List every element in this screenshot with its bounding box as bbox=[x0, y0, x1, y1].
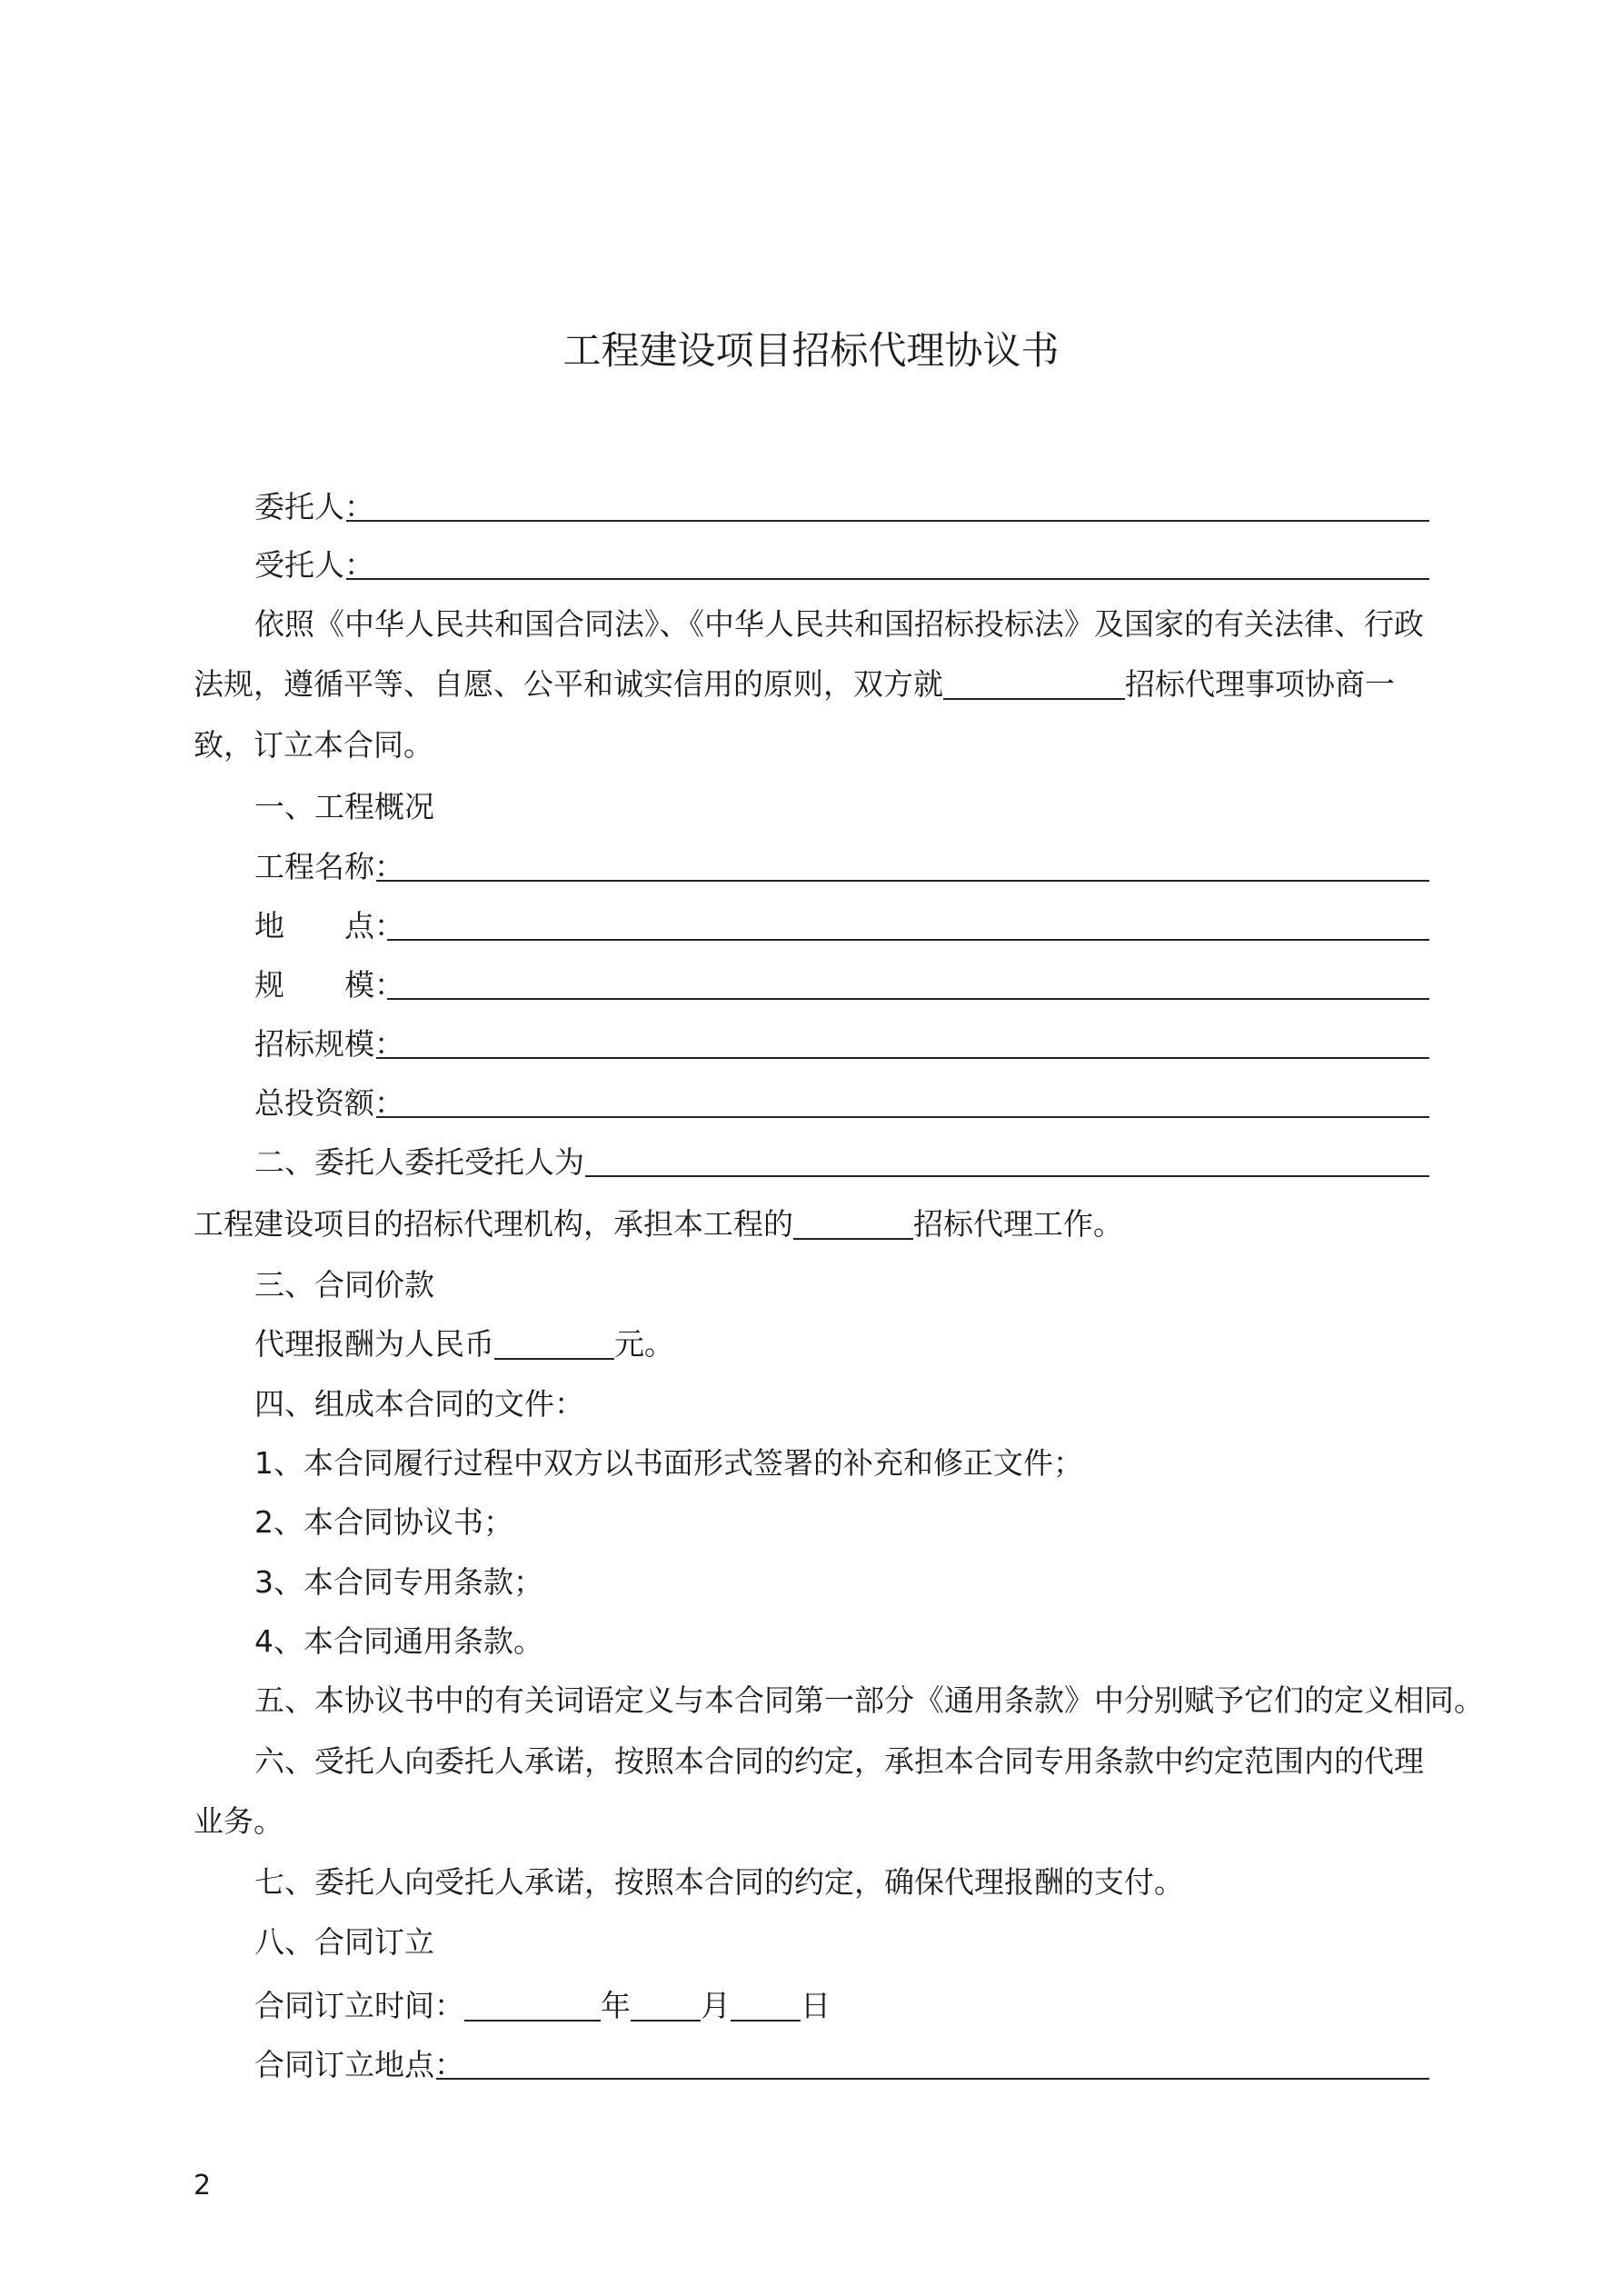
signing-time-label: 合同订立时间： bbox=[254, 1988, 464, 2023]
section-1-heading: 一、工程概况 bbox=[254, 789, 434, 824]
section-2-line-1: 二、委托人委托受托人为 bbox=[254, 1144, 584, 1180]
fee-line bbox=[254, 1326, 674, 1363]
year-blank[interactable] bbox=[464, 1989, 601, 2021]
section-2-line-2 bbox=[194, 1206, 1123, 1243]
appointed-project-blank[interactable] bbox=[585, 1175, 1429, 1177]
month-label: 月 bbox=[701, 1988, 731, 2023]
tender-scale-label: 招标规模： bbox=[254, 1026, 404, 1062]
section-7: 七、委托人向受托人承诺，按照本合同的约定，确保代理报酬的支付。 bbox=[254, 1864, 1184, 1900]
section-5: 五、本协议书中的有关词语定义与本合同第一部分《通用条款》中分别赋予它们的定义相同。 bbox=[254, 1682, 1484, 1718]
principal-label: 委托人： bbox=[254, 489, 374, 524]
preamble-line-2-after: 招标代理事项协商一 bbox=[1125, 666, 1395, 702]
day-label: 日 bbox=[801, 1988, 831, 2023]
section-2-line-2-after: 招标代理工作。 bbox=[913, 1206, 1123, 1242]
work-scope-blank[interactable] bbox=[793, 1207, 913, 1240]
principal-blank[interactable] bbox=[346, 520, 1429, 522]
section-8-heading: 八、合同订立 bbox=[254, 1924, 434, 1960]
section-6-line-2: 业务。 bbox=[194, 1803, 284, 1839]
agent-blank[interactable] bbox=[346, 578, 1429, 580]
project-blank[interactable] bbox=[943, 667, 1125, 700]
document-item-2: 2、本合同协议书； bbox=[254, 1504, 513, 1540]
agent-label: 受托人： bbox=[254, 547, 374, 583]
scale-label: 规 模： bbox=[254, 967, 404, 1003]
total-investment-label: 总投资额： bbox=[254, 1085, 404, 1121]
signing-place-blank[interactable] bbox=[436, 2078, 1429, 2080]
document-item-4: 4、本合同通用条款。 bbox=[254, 1623, 543, 1659]
document-item-3: 3、本合同专用条款； bbox=[254, 1564, 543, 1600]
section-4-heading: 四、组成本合同的文件： bbox=[254, 1386, 584, 1422]
project-name-blank[interactable] bbox=[376, 880, 1429, 882]
signing-time-line bbox=[254, 1988, 831, 2024]
signing-place-label: 合同订立地点： bbox=[254, 2047, 464, 2082]
section-2-line-2-before: 工程建设项目的招标代理机构，承担本工程的 bbox=[194, 1206, 793, 1242]
project-name-label: 工程名称： bbox=[254, 849, 404, 884]
year-label: 年 bbox=[601, 1988, 631, 2023]
section-6-line-1: 六、受托人向委托人承诺，按照本合同的约定，承担本合同专用条款中约定范围内的代理 bbox=[254, 1743, 1424, 1779]
scale-blank[interactable] bbox=[387, 998, 1429, 1000]
day-blank[interactable] bbox=[731, 1989, 801, 2021]
month-blank[interactable] bbox=[631, 1989, 701, 2021]
preamble-line-1: 依照《中华人民共和国合同法》、《中华人民共和国招标投标法》及国家的有关法律、行政 bbox=[254, 606, 1424, 642]
tender-scale-blank[interactable] bbox=[376, 1057, 1429, 1059]
preamble-line-2-before: 法规，遵循平等、自愿、公平和诚实信用的原则，双方就 bbox=[194, 666, 943, 702]
document-title: 工程建设项目招标代理协议书 bbox=[562, 328, 1060, 373]
fee-amount-blank[interactable] bbox=[494, 1327, 614, 1360]
fee-before: 代理报酬为人民币 bbox=[254, 1326, 494, 1362]
preamble-line-3: 致，订立本合同。 bbox=[194, 727, 433, 763]
location-blank[interactable] bbox=[387, 939, 1429, 941]
fee-after: 元。 bbox=[614, 1326, 674, 1362]
page-number: 2 bbox=[194, 2170, 212, 2201]
section-3-heading: 三、合同价款 bbox=[254, 1267, 434, 1303]
location-label: 地 点： bbox=[254, 908, 404, 943]
document-item-1: 1、本合同履行过程中双方以书面形式签署的补充和修正文件； bbox=[254, 1445, 1083, 1481]
preamble-line-2 bbox=[194, 666, 1395, 703]
total-investment-blank[interactable] bbox=[376, 1116, 1429, 1118]
